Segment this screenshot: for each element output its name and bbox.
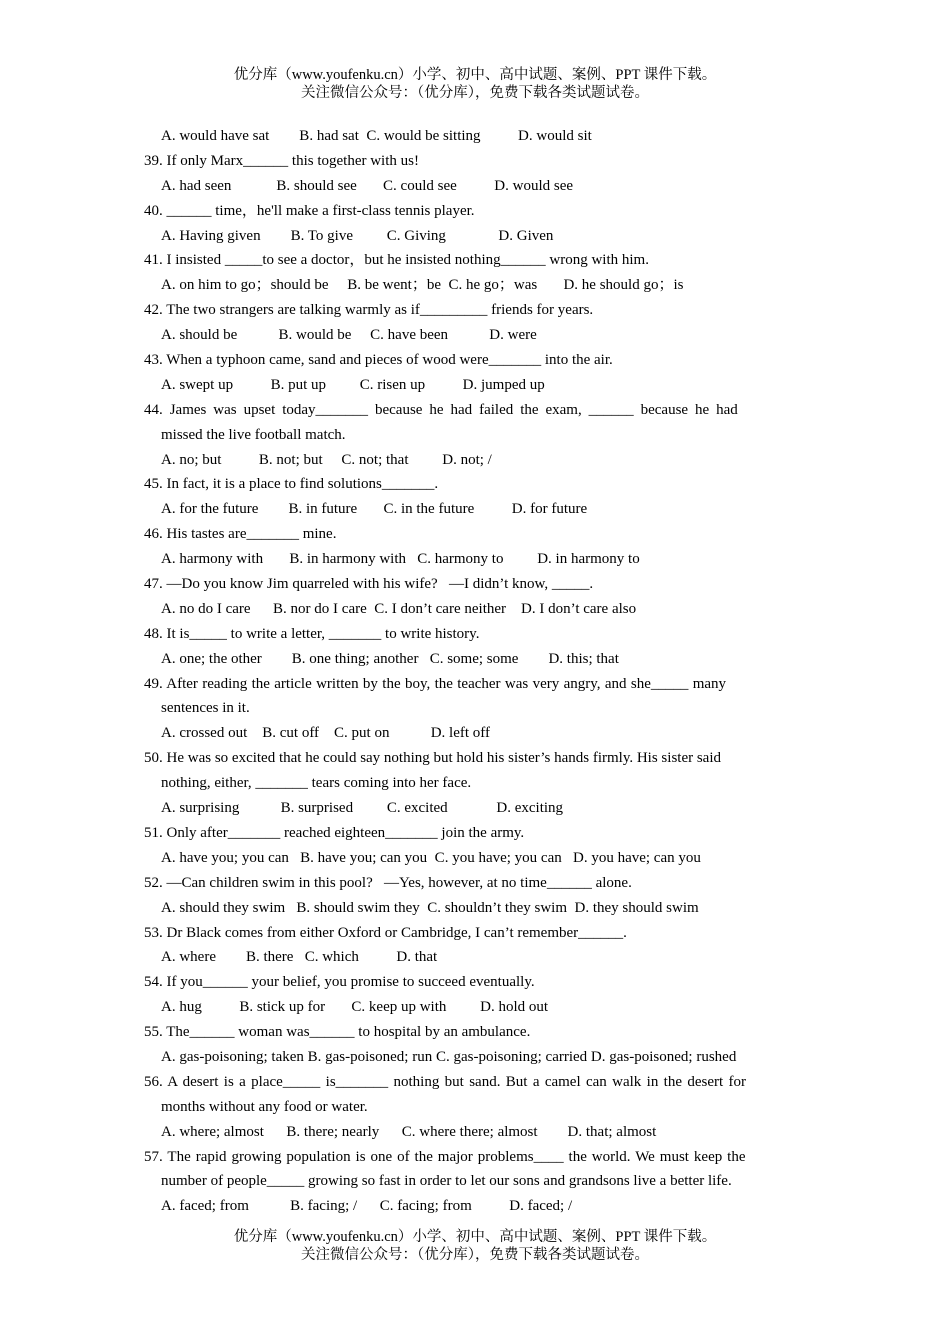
q45-options: A. for the future B. in future C. in the future D. for future: [161, 501, 588, 518]
q38-options: A. would have sat B. had sat C. would be sitting D. would sit: [161, 128, 592, 144]
q42-options: A. should be B. would be C. have been D. were: [161, 327, 537, 344]
q49-stem-line1: 49. After reading the article written by the boy, the teacher was very angry, and she_____ many: [144, 675, 727, 692]
question-list: [144, 124, 805, 1219]
q55-stem: 55. The______ woman was______ to hospital by an ambulance.: [144, 1024, 531, 1041]
q53-stem: 53. Dr Black comes from either Oxford or Cambridge, I can’t remember______.: [144, 924, 627, 941]
q49-options: A. crossed out B. cut off C. put on D. left off: [161, 725, 490, 742]
q49-stem-line2: sentences in it.: [161, 700, 250, 717]
q50-stem-line1: 50. He was so excited that he could say nothing but hold his sister’s hands firmly. His sister said: [144, 750, 722, 767]
q50-stem-line2: nothing, either, _______ tears coming into her face.: [161, 775, 472, 792]
q55-options: A. gas-poisoning; taken B. gas-poisoned; run C. gas-poisoning; carried D. gas-poisoned; rushed: [161, 1048, 737, 1065]
q54-options: A. hug B. stick up for C. keep up with D. hold out: [161, 999, 549, 1016]
q44-stem-line1: 44. James was upset today_______ because he had failed the exam, ______ because he had: [144, 401, 738, 418]
q43-stem: 43. When a typhoon came, sand and pieces of wood were_______ into the air.: [144, 352, 613, 369]
q50-options: A. surprising B. surprised C. excited D. exciting: [161, 800, 564, 817]
q42-stem: 42. The two strangers are talking warmly as if_________ friends for years.: [144, 302, 594, 319]
q47-options: A. no do I care B. nor do I care C. I don’t care neither D. I don’t care also: [161, 600, 637, 617]
q51-stem: 51. Only after_______ reached eighteen_______ join the army.: [144, 824, 525, 841]
q44-stem-line2: missed the live football match.: [161, 426, 346, 443]
q44-options: A. no; but B. not; but C. not; that D. not; /: [161, 451, 492, 468]
q52-stem: 52. —Can children swim in this pool? —Yes, however, at no time______ alone.: [144, 874, 632, 891]
page-footer: [0, 1228, 950, 1264]
q57-stem-line1: 57. The rapid growing population is one of the major problems____ the world. We must keep the: [144, 1148, 746, 1165]
footer-line-1: 优分库（www.youfenku.cn）小学、初中、高中试题、案例、PPT 课件下载。: [233, 1229, 717, 1245]
q40-stem: 40. ______ time，he'll make a first-class tennis player.: [144, 202, 475, 219]
q56-stem-line1: 56. A desert is a place_____ is_______ nothing but sand. But a camel can walk in the desert for: [144, 1073, 747, 1090]
q46-stem: 46. His tastes are_______ mine.: [144, 526, 337, 543]
q54-stem: 54. If you______ your belief, you promise to succeed eventually.: [144, 974, 535, 991]
q56-stem-line2: months without any food or water.: [161, 1098, 368, 1115]
footer-line-2: 关注微信公众号：（优分库），免费下载各类试题试卷。: [301, 1247, 649, 1263]
header-line-1: 优分库（www.youfenku.cn）小学、初中、高中试题、案例、PPT 课件下载。: [233, 67, 717, 83]
q43-options: A. swept up B. put up C. risen up D. jumped up: [161, 376, 545, 393]
q57-options: A. faced; from B. facing; / C. facing; from D. faced; /: [161, 1198, 573, 1215]
q48-options: A. one; the other B. one thing; another C. some; some D. this; that: [161, 650, 619, 667]
header-line-2: 关注微信公众号：（优分库），免费下载各类试题试卷。: [301, 85, 649, 101]
q46-options: A. harmony with B. in harmony with C. harmony to D. in harmony to: [161, 551, 640, 568]
q39-options: A. had seen B. should see C. could see D. would see: [161, 177, 574, 194]
q45-stem: 45. In fact, it is a place to find solutions_______.: [144, 476, 439, 493]
q41-stem: 41. I insisted _____to see a doctor，but he insisted nothing______ wrong with him.: [144, 252, 649, 269]
q53-options: A. where B. there C. which D. that: [161, 949, 438, 966]
q51-options: A. have you; you can B. have you; can you C. you have; you can D. you have; can you: [161, 849, 701, 866]
q57-stem-line2: number of people_____ growing so fast in order to let our sons and grandsons live a better life.: [161, 1173, 732, 1190]
q41-options: A. on him to go；should be B. be went；be C. he go；was D. he should go；is: [161, 277, 684, 294]
q39-stem: 39. If only Marx______ this together with us!: [144, 152, 419, 169]
q48-stem: 48. It is_____ to write a letter, _______ to write history.: [144, 625, 480, 642]
q40-options: A. Having given B. To give C. Giving D. Given: [161, 227, 554, 244]
page-header: [0, 66, 950, 102]
q52-options: A. should they swim B. should swim they C. shouldn’t they swim D. they should swim: [161, 899, 699, 916]
q56-options: A. where; almost B. there; nearly C. where there; almost D. that; almost: [161, 1123, 657, 1140]
q47-stem: 47. —Do you know Jim quarreled with his wife? —I didn’t know, _____.: [144, 576, 594, 593]
